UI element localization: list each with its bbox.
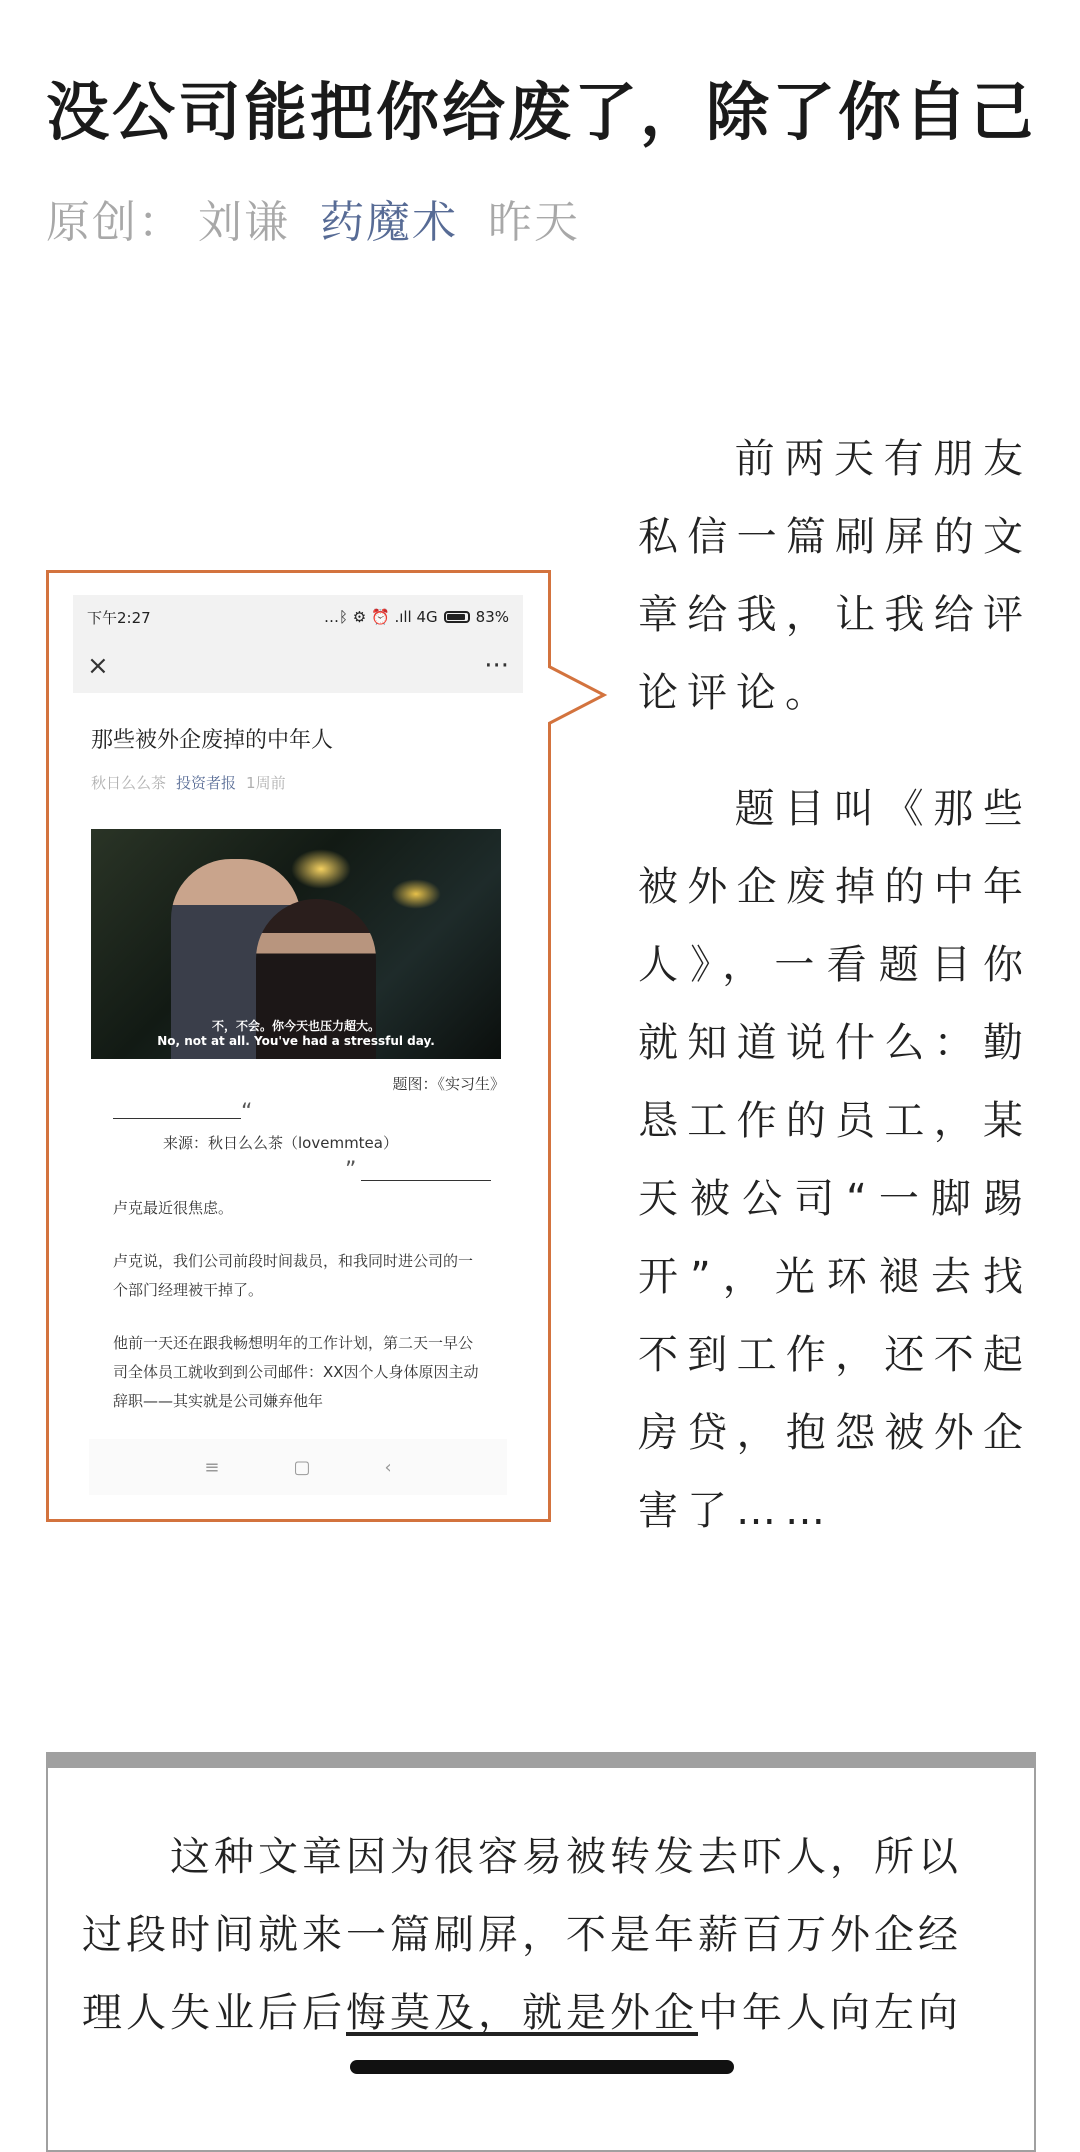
phone-screenshot (73, 595, 523, 1495)
close-icon: × (87, 651, 109, 681)
more-icon: ··· (484, 651, 509, 681)
phone-network: …ᛒ ⚙ ⏰ .ıll 4G (324, 608, 438, 626)
side-paragraph: 前两天有朋友私信一篇刷屏的文章给我，让我给评论评论。 (638, 436, 1032, 716)
movie-subtitle (91, 1019, 501, 1049)
back-icon: ‹ (384, 1456, 392, 1478)
home-indicator[interactable] (350, 2060, 734, 2074)
side-paragraph: 题目叫《那些被外企废掉的中年人》，一看题目你就知道说什么：勤恳工作的员工，某天被公司“一脚踢开”，光环褪去找不到工作，还不起房贷，抱怨被外企害了…… (638, 786, 1032, 1534)
publish-time: 昨天 (488, 197, 580, 248)
phone-account: 投资者报 (176, 774, 237, 792)
quote-text-underlined: 悔莫及，就是外企 (346, 1990, 698, 2036)
phone-time: 下午2:27 (87, 608, 151, 627)
close-quote-icon: ” (345, 1158, 357, 1183)
original-label: 原创： (46, 197, 184, 248)
divider-line (113, 1118, 241, 1119)
battery-icon (444, 611, 470, 623)
phone-paragraph: 卢克说，我们公司前段时间裁员，和我同时进公司的一个部门经理被干掉了。 (113, 1252, 474, 1299)
phone-article-title: 那些被外企废掉的中年人 (91, 728, 334, 753)
phone-nav-bar (73, 639, 523, 693)
image-caption: 题图：《实习生》 (392, 1075, 505, 1093)
street-light (391, 879, 441, 909)
phone-article-meta (73, 754, 523, 793)
phone-bottom-nav (89, 1439, 507, 1495)
phone-author: 秋日么么茶 (91, 774, 167, 792)
movie-still-image (91, 829, 501, 1059)
account-link[interactable]: 药魔术 (320, 197, 458, 248)
phone-battery: 83% (475, 608, 509, 626)
quote-text-end: 中年人向左向 (698, 1990, 962, 2036)
phone-status-bar (73, 595, 523, 639)
card-pointer (548, 662, 610, 728)
street-light (291, 849, 351, 889)
divider-line (361, 1180, 491, 1181)
screenshot-card (46, 570, 551, 1522)
subtitle-en: No, not at all. You've had a stressful day. (157, 1034, 435, 1048)
phone-paragraph: 他前一天还在跟我畅想明年的工作计划，第二天一早公司全体员工就收到到公司邮件：XX因个人身体原因主动辞职——其实就是公司嫌弃他年 (113, 1334, 479, 1410)
quote-text (82, 1818, 1002, 2052)
open-quote-icon: “ (241, 1100, 253, 1125)
home-icon: ▢ (293, 1456, 311, 1478)
phone-time-ago: 1周前 (246, 774, 286, 792)
quote-text-start: 这种文章因为很容易被转发去吓人，所以过段时间就来一篇刷屏，不是年薪百万外企经理人失业后后 (82, 1834, 962, 2036)
phone-article-body (73, 1184, 523, 1416)
article-meta (46, 186, 580, 250)
quote-box (46, 1752, 1036, 2152)
side-text (638, 420, 1032, 1550)
subtitle-cn: 不，不会。你今天也压力超大。 (211, 1019, 380, 1033)
phone-paragraph: 卢克最近很焦虑。 (113, 1199, 234, 1217)
author-name: 刘谦 (198, 197, 290, 248)
menu-icon: ≡ (204, 1456, 220, 1478)
source-text: 来源：秋日么么茶（lovemmtea） (163, 1134, 398, 1152)
source-block (73, 1094, 523, 1184)
article-title: 没公司能把你给废了，除了你自己 (46, 76, 1036, 149)
